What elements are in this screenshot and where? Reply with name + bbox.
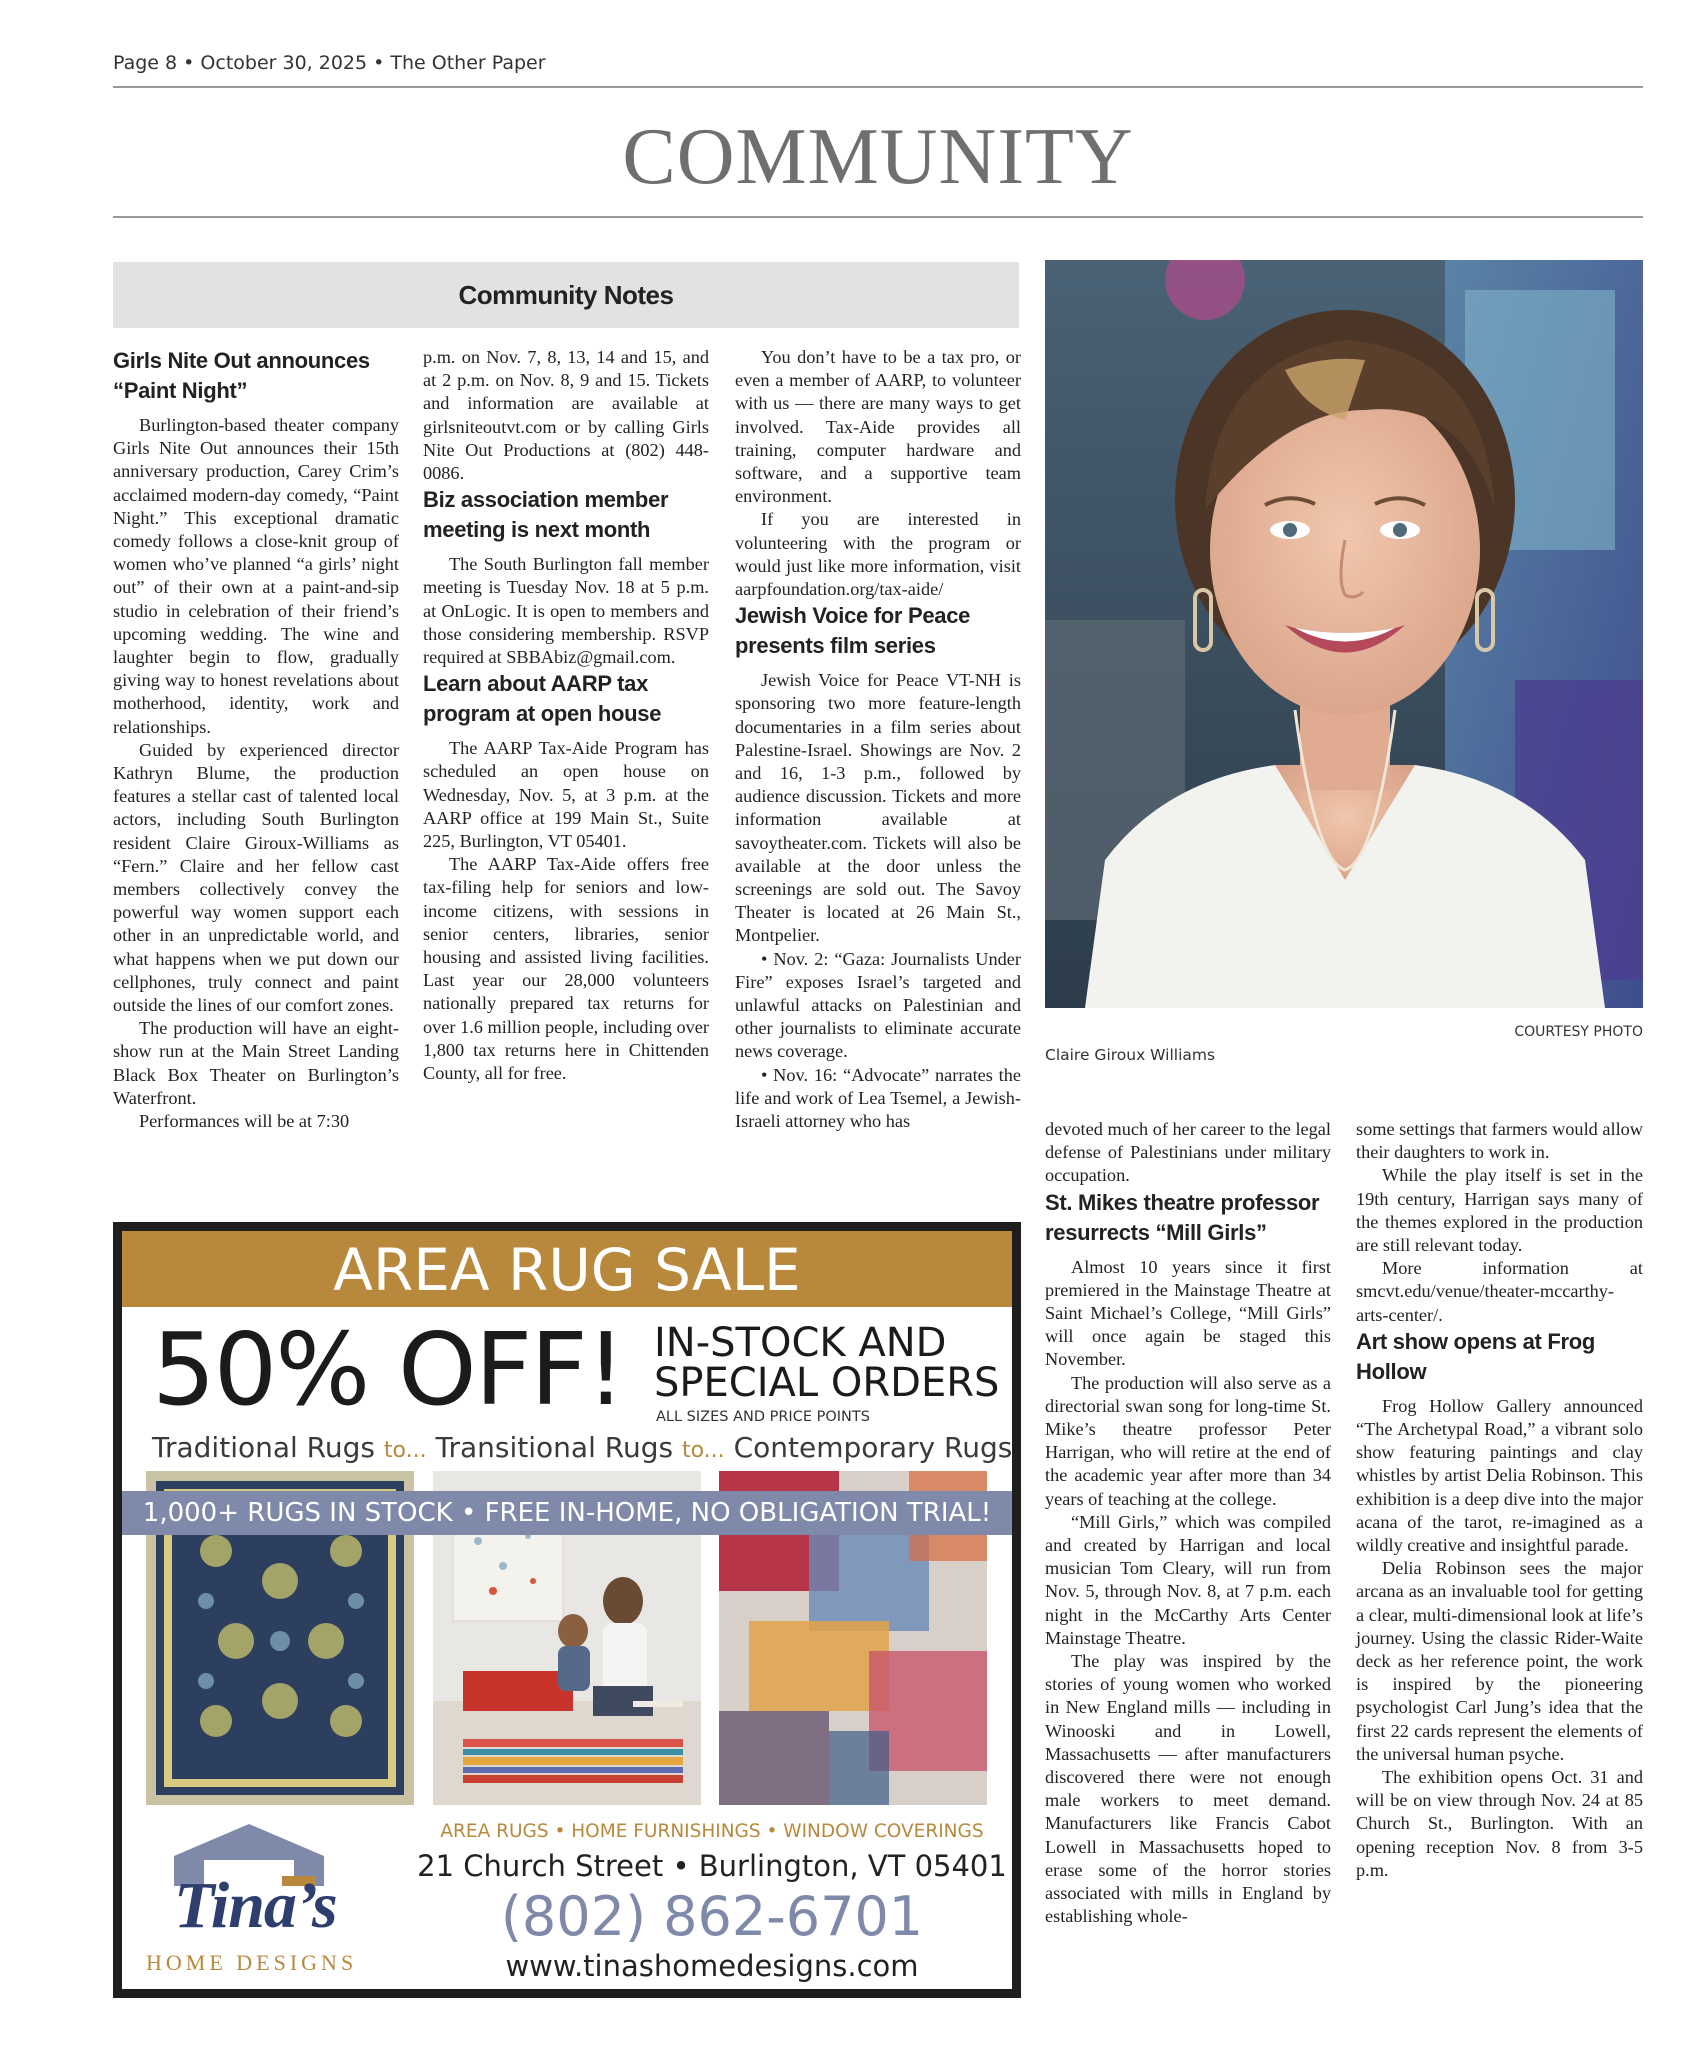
biz-p1: The South Burlington fall member meeting is Tuesday Nov. 18 at 5 p.m. at OnLogic. It is open to members and those considering membership. RSVP required at SBBAbiz@gmail.com. — [423, 554, 709, 668]
aarp-headline: Learn about AARP tax program at open house — [423, 671, 662, 727]
ad-to-2: to... — [681, 1438, 725, 1463]
jvp-p3-cont: devoted much of her career to the legal defense of Palestinians under military occupation. — [1045, 1119, 1331, 1186]
jvp-headline: Jewish Voice for Peace presents film series — [735, 603, 971, 659]
girls-p4: Performances will be at 7:30 — [139, 1111, 350, 1132]
ad-to-1: to... — [383, 1438, 427, 1463]
logo-subtitle: HOME DESIGNS — [146, 1950, 358, 1975]
ad-stock-line1: IN-STOCK AND — [654, 1320, 947, 1366]
ad-type-transitional: Transitional Rugs — [435, 1431, 674, 1464]
tinas-logo — [136, 1816, 404, 1988]
girls-p2: Guided by experienced director Kathryn Blume, the production features a stellar cast of talented local actors, including South Burlington resident Claire Giroux-Williams as “Fern.” Claire and her fellow cast members collectively convey the powerful way women support each other in an unpredictable world, and what happens when we put down our cellphones, truly connect and paint outside the lines of our comfort zones. — [113, 739, 399, 1016]
frog-p3: The exhibition opens Oct. 31 and will be on view through Nov. 24 at 85 Church St., Burlington. With an opening reception Nov. 8 from 3-5 p.m. — [1356, 1767, 1643, 1880]
column-3 — [735, 346, 1021, 1133]
portrait-photo — [1045, 260, 1643, 1008]
biz-headline: Biz association member meeting is next month — [423, 487, 669, 543]
rug-sale-ad[interactable] — [113, 1222, 1021, 1998]
mikes-p5: While the play itself is set in the 19th century, Harrigan says many of the themes explored in the production are still relevant today. — [1356, 1165, 1643, 1256]
mikes-p4-cont: some settings that farmers would allow their daughters to work in. — [1356, 1119, 1643, 1163]
frog-p1: Frog Hollow Gallery announced “The Archetypal Road,” a vibrant solo show featuring paintings and clay whistles by artist Delia Robinson. This exhibition is a deep dive into the major acana of the tarot, re-imagined as a wildly creative and insightful parade. — [1356, 1395, 1643, 1556]
logo-name: Tina’s — [174, 1869, 337, 1942]
header-rule-bottom — [113, 216, 1643, 218]
header-rule-top — [113, 86, 1643, 88]
ad-stock-banner: 1,000+ RUGS IN STOCK • FREE IN-HOME, NO OBLIGATION TRIAL! — [122, 1491, 1012, 1535]
column-2 — [423, 346, 709, 1085]
aarp-p1: The AARP Tax-Aide Program has scheduled an open house on Wednesday, Nov. 5, at 3 p.m. at the AARP office at 199 Main St., Suite 225, Burlington, VT 05401. — [423, 738, 709, 852]
frog-p2: Delia Robinson sees the major arcana as an invaluable tool for getting a clear, multi-dimensional look at life’s journey. Using the classic Rider-Waite deck as her reference point, the work is inspired by the pioneering psychologist Carl Jung’s idea that the first 22 cards represent the elements of the universal human psyche. — [1356, 1558, 1643, 1764]
ad-rug-types — [152, 1431, 1012, 1464]
column-4 — [1045, 1118, 1331, 1929]
photo-credit: COURTESY PHOTO — [1514, 1024, 1643, 1040]
girls-p3: The production will have an eight-show run at the Main Street Landing Black Box Theater on Burlington’s Waterfront. — [113, 1018, 399, 1108]
mikes-headline: St. Mikes theatre professor resurrects “Mill Girls” — [1045, 1189, 1320, 1245]
folio-line: Page 8 • October 30, 2025 • The Other Paper — [113, 52, 546, 74]
mikes-p3: “Mill Girls,” which was compiled and created by Harrigan and local musician Tom Cleary, will run from Nov. 5, through Nov. 8, at 7 p.m. each night in the McCarthy Arts Center Mainstage Theatre. — [1045, 1511, 1331, 1648]
mikes-p4: The play was inspired by the stories of young women who worked in New England mills — including in Winooski and in Lowell, Massachusetts — after manufacturers discovered there were not enough male workers to meet demand. Manufacturers like Francis Cabot Lowell in Massachusetts hoped to erase some of the horror stories associated with mills in England by establishing whole- — [1045, 1651, 1331, 1927]
ad-type-contemporary: Contemporary Rugs — [733, 1431, 1013, 1464]
column-5 — [1356, 1118, 1643, 1882]
mikes-p6: More information at smcvt.edu/venue/theater-mccarthy-arts-center/. — [1356, 1258, 1643, 1325]
community-notes-bar: Community Notes — [113, 262, 1019, 328]
ad-address: 21 Church Street • Burlington, VT 05401 — [417, 1849, 1007, 1883]
frog-headline: Art show opens at Frog Hollow — [1356, 1328, 1596, 1384]
girls-headline: Girls Nite Out announces “Paint Night” — [113, 348, 370, 403]
jvp-p2: • Nov. 2: “Gaza: Journalists Under Fire” exposes Israel’s targeted and unlawful attacks on Palestinian and other journalists to eliminate accurate news coverage. — [735, 948, 1021, 1062]
ad-stock-line2: SPECIAL ORDERS — [654, 1360, 1000, 1406]
column-1 — [113, 346, 399, 1133]
jvp-p3: • Nov. 16: “Advocate” narrates the life and work of Lea Tsemel, a Jewish-Israeli attorney who has — [735, 1064, 1021, 1132]
girls-p1: Burlington-based theater company Girls Nite Out announces their 15th anniversary production, Carey Crim’s acclaimed modern-day comedy, “Paint Night.” This exceptional dramatic comedy follows a close-knit group of women who’ve planned “a girls’ night out” of their own at a paint-and-sip studio in celebration of their friend’s upcoming wedding. The wine and laughter begin to flow, gradually giving way to honest revelations about motherhood, identity, work and relationships. — [113, 415, 399, 737]
ad-title: AREA RUG SALE — [122, 1231, 1012, 1307]
photo-caption: Claire Giroux Williams — [1045, 1046, 1216, 1064]
mikes-p1: Almost 10 years since it first premiered in the Mainstage Theatre at Saint Michael’s College, “Mill Girls” will once again be staged this November. — [1045, 1256, 1331, 1370]
portrait-illustration — [1045, 260, 1643, 1008]
mikes-p2: The production will also serve as a directorial swan song for long-time St. Mike’s theatre professor Peter Harrigan, who will retire at the end of the academic year after more than 34 years of teaching at the college. — [1045, 1372, 1331, 1509]
aarp-p4: If you are interested in volunteering with the program or would just like more information, visit aarpfoundation.org/tax-aide/ — [735, 509, 1021, 600]
girls-p4-cont: p.m. on Nov. 7, 8, 13, 14 and 15, and at 2 p.m. on Nov. 8, 9 and 15. Tickets and information are available at girlsniteoutvt.com or by calling Girls Nite Out Productions at (802) 448-0086. — [423, 347, 709, 484]
ad-phone[interactable]: (802) 862-6701 — [500, 1885, 924, 1948]
aarp-p2: The AARP Tax-Aide offers free tax-filing help for seniors and low-income citizens, with sessions in senior centers, libraries, senior housing and assisted living facilities. Last year our 28,000 volunteers nationally prepared tax returns for over 1.6 million people, including over 1,800 tax returns here in Chittenden County, all for free. — [423, 854, 709, 1084]
ad-sizes: ALL SIZES AND PRICE POINTS — [656, 1409, 870, 1425]
section-title: COMMUNITY — [622, 113, 1134, 201]
aarp-p3: You don’t have to be a tax pro, or even a member of AARP, to volunteer with us — there are many ways to get involved. Tax-Aide provides all training, computer hardware and software, and a supportive team environment. — [735, 347, 1021, 507]
ad-stock-lines — [654, 1320, 1000, 1406]
ad-website-link[interactable]: www.tinashomedesigns.com — [505, 1949, 919, 1983]
ad-type-traditional: Traditional Rugs — [152, 1431, 375, 1464]
ad-categories: AREA RUGS • HOME FURNISHINGS • WINDOW COVERINGS — [440, 1821, 984, 1842]
ad-discount: 50% OFF! — [152, 1311, 624, 1428]
jvp-p1: Jewish Voice for Peace VT-NH is sponsoring two more feature-length documentaries in a film series about Palestine-Israel. Showings are Nov. 2 and 16, 1-3 p.m., followed by audience discussion. Tickets and more information available at savoytheater.com. Tickets will also be available at the door unless the screenings are sold out. The Savoy Theater is located at 26 Main St., Montpelier. — [735, 670, 1021, 946]
